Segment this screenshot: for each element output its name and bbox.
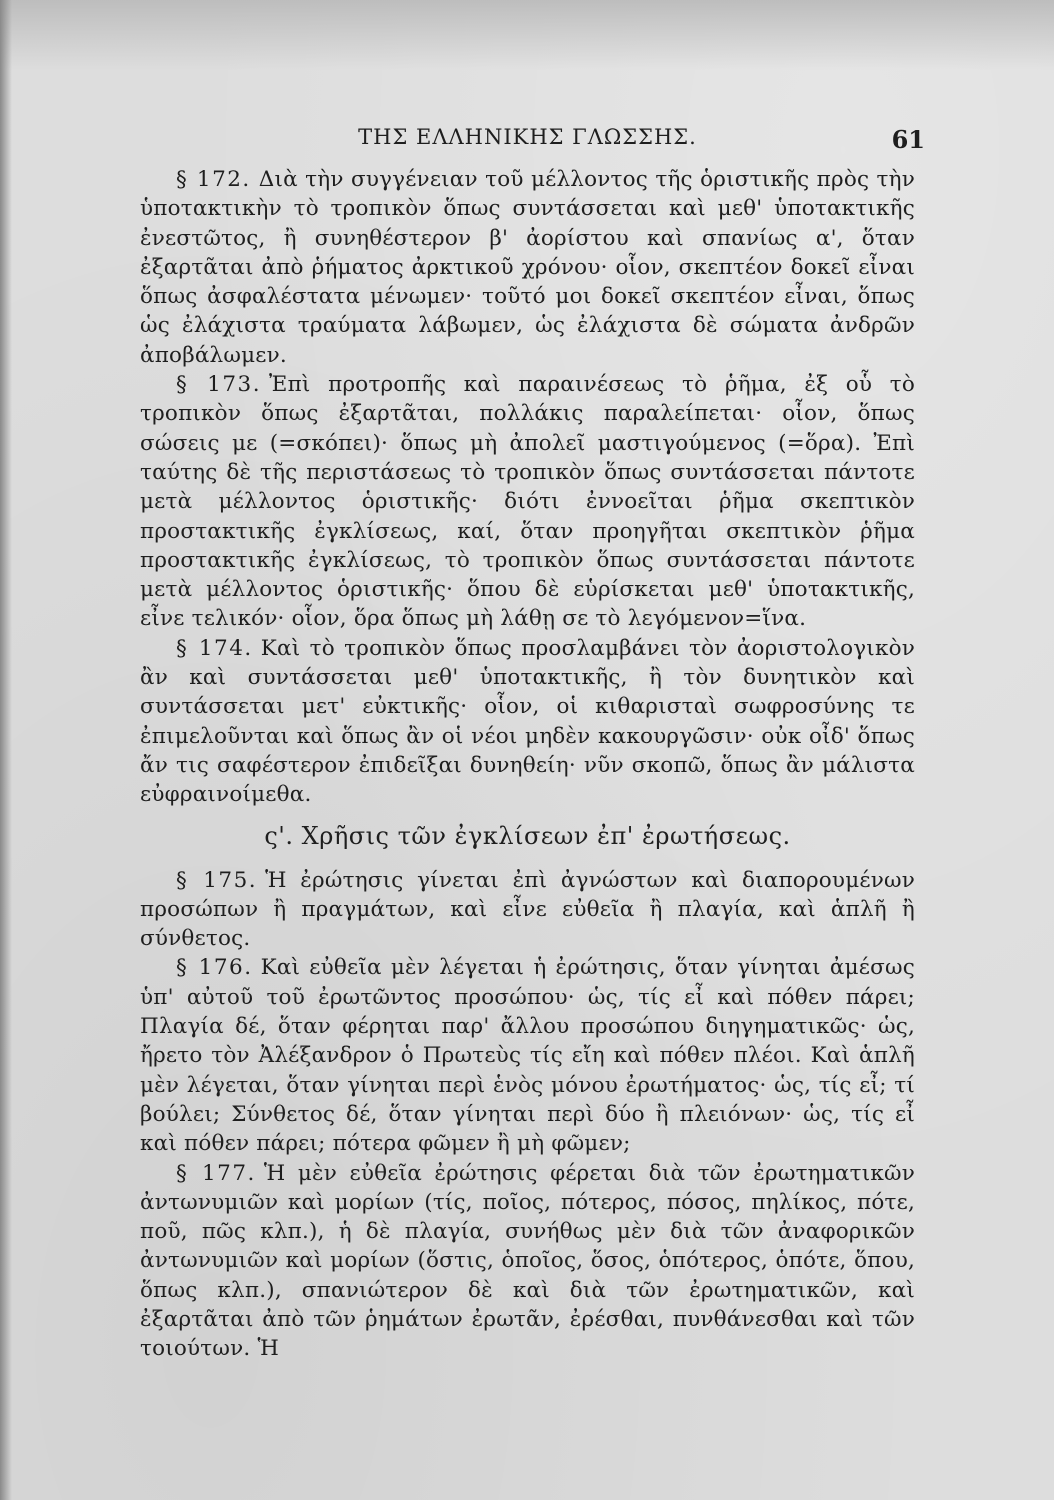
paragraph-text: Ἡ μὲν εὐθεῖα ἐρώτησις φέρεται διὰ τῶν ἐρωτηματικῶν ἀντωνυμιῶν καὶ μορίων (τίς, ποῖος, πότερος, πόσος, πηλίκος, πότε, ποῦ, πῶς κλπ.), ἡ δὲ πλαγία, συνήθως μὲν διὰ τῶν ἀναφορικῶν ἀντωνυμιῶν καὶ μορίων (ὅστις, ὁποῖος, ὅσος, ὁπότερος, ὁπότε, ὅπου, ὅπως κλπ.), σπανιώτερον δὲ καὶ διὰ τῶν ἐρωτηματικῶν, καὶ ἐξαρτᾶται ἀπὸ τῶν ῥημάτων ἐρωτᾶν, ἐρέσθαι, πυνθάνεσθαι καὶ τῶν τοιούτων. Ἡ [140,1160,915,1362]
section-number: § 173. [176,372,262,398]
section-number: § 176. [176,955,253,981]
paragraph-175 [140,866,915,954]
paragraph-174 [140,634,915,810]
paragraph-text: Διὰ τὴν συγγένειαν τοῦ μέλλοντος τῆς ὁριστικῆς πρὸς τὴν ὑποτακτικὴν τὸ τροπικὸν ὅπως συντάσσεται καὶ μεθ' ὑποτακτικῆς ἐνεστῶτος, ἢ συνηθέστερον β' ἀορίστου καὶ σπανίως α', ὅταν ἐξαρτᾶται ἀπὸ ῥήματος ἀρκτικοῦ χρόνου· οἷον, σκεπτέον δοκεῖ εἶναι ὅπως ἀσφαλέστατα μένωμεν· τοῦτό μοι δοκεῖ σκεπτέον εἶναι, ὅπως ὡς ἐλάχιστα τραύματα λάβωμεν, ὡς ἐλάχιστα δὲ σώματα ἀνδρῶν ἀποβάλωμεν. [140,167,915,368]
torn-top-edge [0,0,1054,70]
paragraph-172 [140,165,915,370]
section-number: § 177. [176,1160,256,1186]
section-number: § 175. [176,867,258,893]
paragraph-text: Ἐπὶ προτροπῆς καὶ παραινέσεως τὸ ῥῆμα, ἐξ οὗ τὸ τροπικὸν ὅπως ἐξαρτᾶται, πολλάκις παραλείπεται· οἷον, ὅπως σώσεις με (=σκόπει)· ὅπως μὴ ἀπολεῖ μαστιγούμενος (=ὅρα). Ἐπὶ ταύτης δὲ τῆς περιστάσεως τὸ τροπικὸν ὅπως συντάσσεται πάντοτε μετὰ μέλλοντος ὁριστικῆς· διότι ἐννοεῖται ῥῆμα σκεπτικὸν προστακτικῆς ἐγκλίσεως, καί, ὅταν προηγῆται σκεπτικὸν ῥῆμα προστακτικῆς ἐγκλίσεως, τὸ τροπικὸν ὅπως συντάσσεται πάντοτε μετὰ μέλλοντος ὁριστικῆς· ὅπου δὲ εὑρίσκεται μεθ' ὑποτακτικῆς, εἶνε τελικόν· οἷον, ὅρα ὅπως μὴ λάθῃ σε τὸ λεγόμενον=ἵνα. [140,372,915,632]
page-edge-shadow [0,0,12,1500]
page-content [140,125,925,1364]
section-number: § 174. [176,635,253,661]
paragraph-176 [140,953,915,1158]
section-number: § 172. [176,167,251,192]
paragraph-text: Καὶ εὐθεῖα μὲν λέγεται ἡ ἐρώτησις, ὅταν γίνηται ἀμέσως ὑπ' αὐτοῦ τοῦ ἐρωτῶντος προσώπου· ὡς, τίς εἶ καὶ πόθεν πάρει; Πλαγία δέ, ὅταν φέρηται παρ' ἄλλου προσώπου διηγηματικῶς· ὡς, ἤρετο τὸν Ἀλέξανδρον ὁ Πρωτεὺς τίς εἴη καὶ πόθεν πλέοι. Καὶ ἁπλῆ μὲν λέγεται, ὅταν γίνηται περὶ ἑνὸς μόνου ἐρωτήματος· ὡς, τίς εἶ; τί βούλει; Σύνθετος δέ, ὅταν γίνηται περὶ δύο ἢ πλειόνων· ὡς, τίς εἶ καὶ πόθεν πάρει; πότερα φῶμεν ἢ μὴ φῶμεν; [140,955,915,1157]
paragraph-text: Καὶ τὸ τροπικὸν ὅπως προσλαμβάνει τὸν ἀοριστολογικὸν ἂν καὶ συντάσσεται μεθ' ὑποτακτικῆς, ἢ τὸν δυνητικὸν καὶ συντάσσεται μετ' εὐκτικῆς· οἷον, οἱ κιθαρισταὶ σωφροσύνης τε ἐπιμελοῦνται καὶ ὅπως ἂν οἱ νέοι μηδὲν κακουργῶσιν· οὐκ οἶδ' ὅπως ἄν τις σαφέστερον ἐπιδεῖξαι δυνηθείη· νῦν σκοπῶ, ὅπως ἂν μάλιστα εὐφραινοίμεθα. [140,635,915,808]
running-head [140,125,925,165]
section-heading: ς'. Χρῆσις τῶν ἐγκλίσεων ἐπ' ἐρωτήσεως. [264,821,791,850]
running-title: ΤΗΣ ΕΛΛΗΝΙΚΗΣ ΓΛΩΣΣΗΣ. [358,125,697,149]
paragraph-177 [140,1159,915,1364]
page-number: 61 [891,125,925,154]
paragraph-173 [140,370,915,634]
paragraph-text: Ἡ ἐρώτησις γίνεται ἐπὶ ἀγνώστων καὶ διαπορουμένων προσώπων ἢ πραγμάτων, καὶ εἶνε εὐθεῖα ἢ πλαγία, καὶ ἁπλῆ ἢ σύνθετος. [140,867,915,952]
